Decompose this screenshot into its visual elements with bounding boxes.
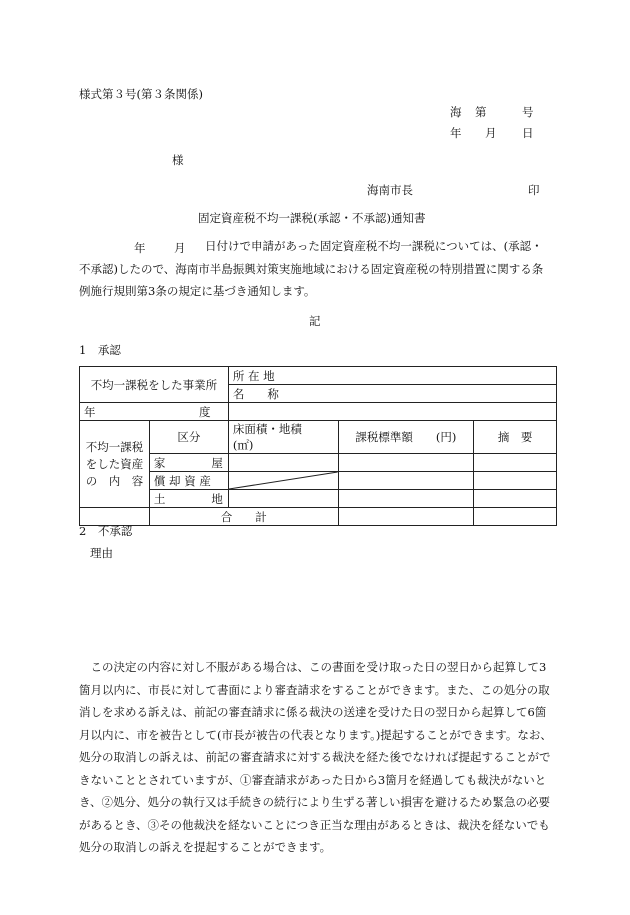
col-area-label: 床面積・地積 (㎡) — [232, 422, 314, 452]
intro-year: 年 — [134, 241, 146, 255]
row-depreciable-text: 償 却 資 産 — [153, 473, 211, 488]
col-area-header — [228, 421, 338, 454]
col-note-header — [474, 421, 557, 454]
document-title: 固定資産税不均一課税(承認・不承認)通知書 — [198, 211, 426, 225]
ki-heading: 記 — [309, 314, 321, 328]
location-cell — [228, 367, 556, 385]
doc-number-suffix: 号 — [522, 105, 534, 119]
row-building-text: 家 屋 — [153, 455, 223, 470]
reason-label: 理由 — [90, 546, 113, 560]
location-label: 所 在 地 — [232, 368, 275, 383]
col-note-label: 摘 要 — [497, 430, 533, 444]
issuer-name: 海南市長 — [367, 183, 413, 197]
col-standard-label: 課税標準額 (円) — [355, 430, 457, 444]
name-label: 名 称 — [232, 386, 279, 401]
col-category-header — [149, 421, 228, 454]
asset-label-line3: の 内 容 — [85, 473, 144, 488]
row-building-area — [228, 454, 338, 472]
row-depreciable-standard — [338, 472, 474, 490]
date-year: 年 — [450, 126, 462, 140]
intro-month: 月 — [174, 241, 186, 255]
year-label: 年 度 — [84, 404, 211, 419]
asset-label-line1: 不均一課税 — [85, 439, 144, 454]
doc-number-mid: 第 — [475, 105, 487, 119]
year-cell — [80, 403, 229, 421]
office-label-cell — [80, 367, 229, 403]
row-land-text: 土 地 — [153, 491, 223, 506]
approval-table — [79, 366, 557, 526]
row-building-note — [474, 454, 557, 472]
date-month: 月 — [485, 126, 497, 140]
diagonal-line — [229, 472, 338, 489]
row-land-label — [149, 490, 228, 508]
total-standard — [338, 508, 474, 526]
asset-label-line2: をした資産 — [85, 456, 144, 471]
issuer-seal: 印 — [528, 183, 540, 197]
section-rejection: 2 不承認 — [79, 524, 133, 538]
row-land-area — [228, 490, 338, 508]
intro-text: 日付けで申請があった固定資産税不均一課税については、(承認・不承認)したので、海南市半島振興対策実施地域における固定資産税の特別措置に関する条例施行規則第3条の規定に基づき通知します。 — [79, 239, 544, 298]
col-standard-header — [338, 421, 474, 454]
col-category-label: 区分 — [177, 430, 201, 444]
total-cell — [149, 508, 338, 526]
total-label: 合 計 — [220, 509, 267, 524]
section-approval: 1 承認 — [79, 343, 121, 357]
name-cell — [228, 385, 556, 403]
year-value-cell — [228, 403, 556, 421]
row-land-note — [474, 490, 557, 508]
total-note — [474, 508, 557, 526]
addressee-suffix: 様 — [172, 153, 184, 167]
row-depreciable-area-diagonal — [228, 472, 338, 490]
row-depreciable-label — [149, 472, 228, 490]
office-label: 不均一課税をした事業所 — [90, 377, 218, 392]
doc-number-prefix: 海 — [450, 105, 462, 119]
row-building-standard — [338, 454, 474, 472]
form-number: 様式第３号(第３条関係) — [79, 87, 203, 101]
row-depreciable-note — [474, 472, 557, 490]
row-land-standard — [338, 490, 474, 508]
row-building-label — [149, 454, 228, 472]
asset-label-cell — [80, 421, 150, 508]
date-day: 日 — [522, 126, 534, 140]
appeal-notice: この決定の内容に対し不服がある場合は、この書面を受け取った日の翌日から起算して3箇月以内に、市長に対して書面により審査請求をすることができます。また、この処分の取消しを求める訴えは、前記の審査請求に係る裁決の送達を受けた日の翌日から起算して6箇月以内に、市を被告として(市長が被告の代表となります。)提起することができます。なお、処分の取消しの訴えは、前記の審査請求に対する裁決を経た後でなければ提起することができないこととされていますが、①審査請求があった日から3箇月を経過しても裁決がないとき、②処分、処分の執行又は手続きの続行により生ずる著しい損害を避けるため緊急の必要があるとき、③その他裁決を経ないことにつき正当な理由があるときは、裁決を経ないでも処分の取消しの訴えを提起することができます。 — [79, 660, 552, 854]
